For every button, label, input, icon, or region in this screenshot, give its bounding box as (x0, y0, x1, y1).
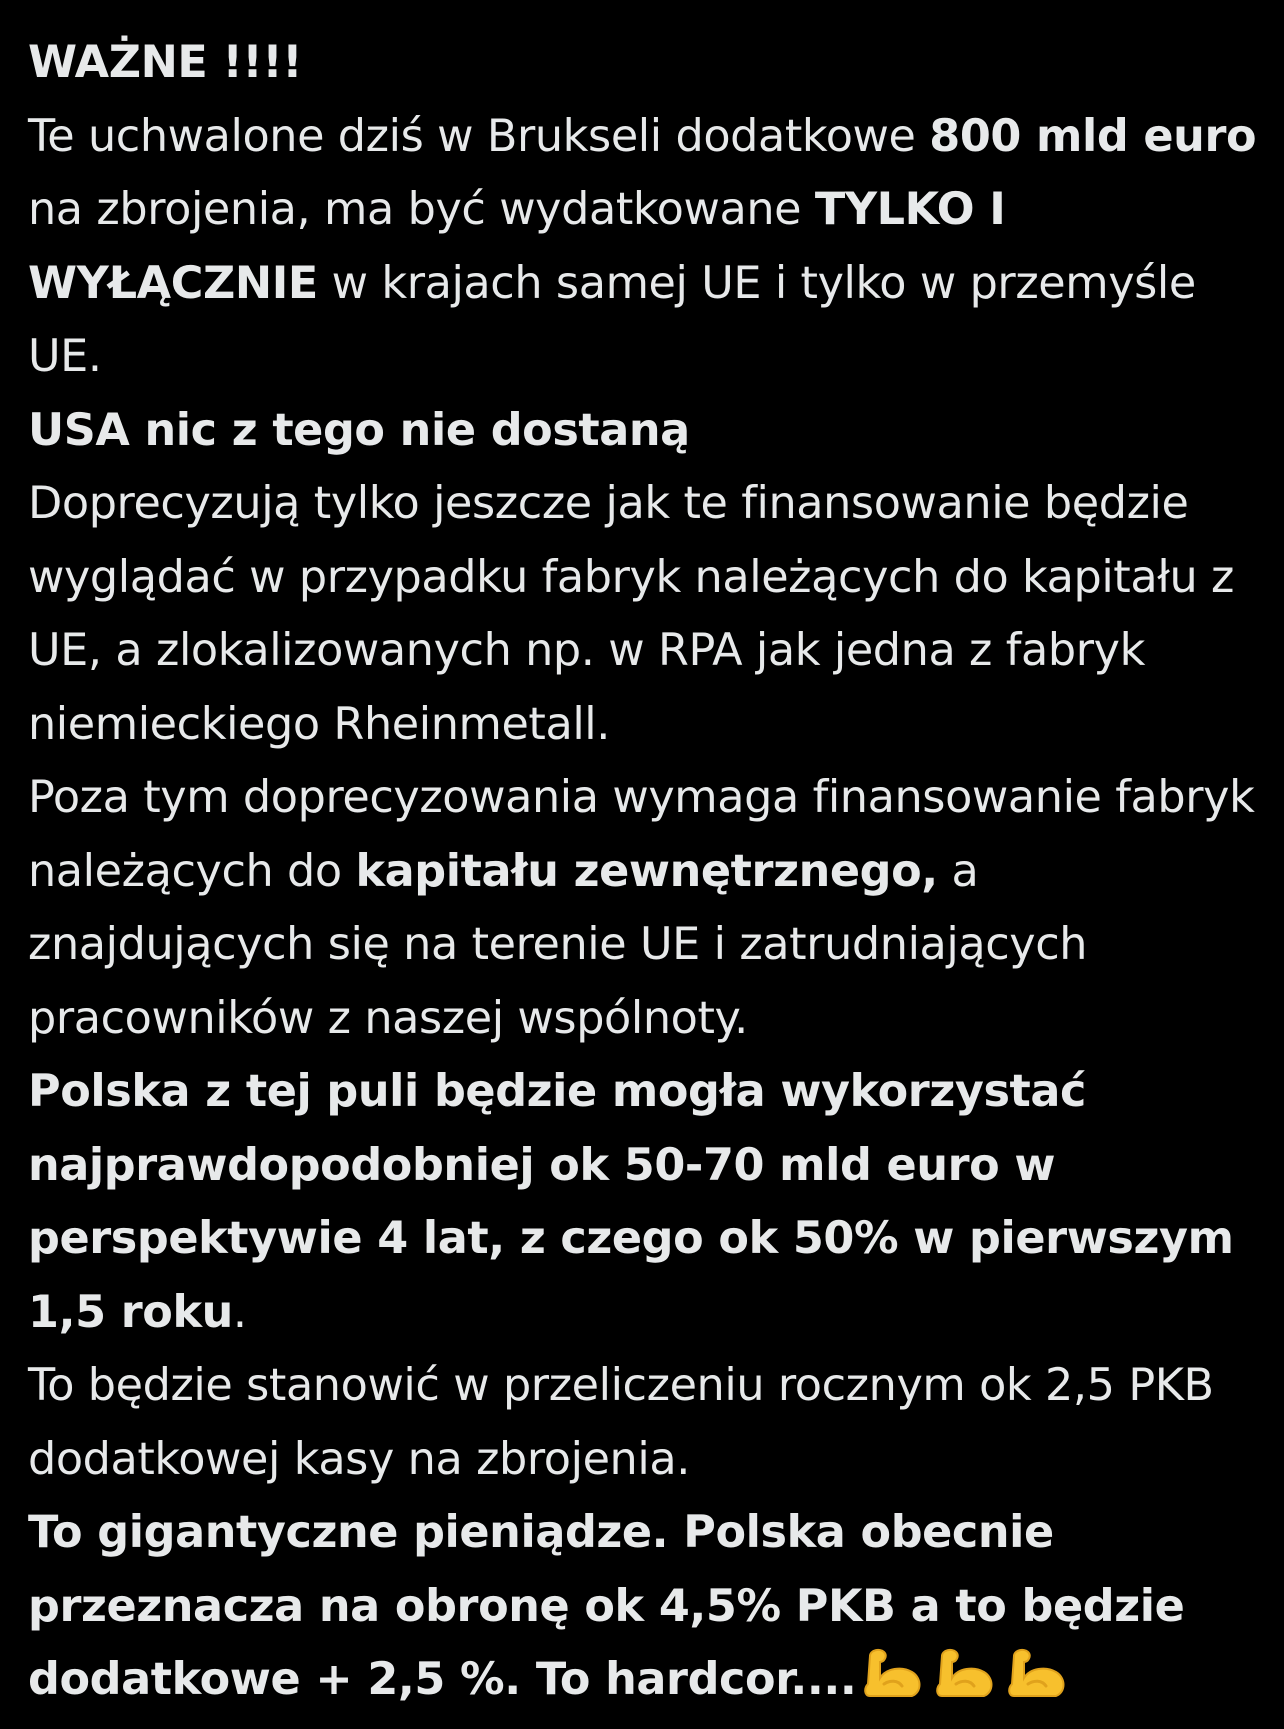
flexed-biceps-icon (934, 1648, 998, 1700)
paragraph-gdp: To będzie stanowić w przeliczeniu rocznym ok 2,5 PKB dodatkowej kasy na zbrojenia. (28, 1360, 1214, 1485)
paragraph-conclusion (28, 1496, 1268, 1723)
paragraph-external-text-2: a znajdujących się na terenie UE i zatrudniających pracowników z naszej wspólnoty. (28, 845, 1088, 1044)
flexed-biceps-icon (1006, 1648, 1070, 1700)
paragraph-funds (28, 100, 1268, 394)
paragraph-poland-share (28, 1055, 1268, 1349)
paragraph-poland-share-bold: Polska z tej puli będzie mogła wykorzystać najprawdopodobniej ok 50-70 mld euro w perspektywie 4 lat, z czego ok 50% w pierwszym 1,5 roku (28, 1066, 1234, 1338)
paragraph-external-text-1: Poza tym doprecyzowania wymaga finansowanie fabryk należących do (28, 772, 1255, 897)
paragraph-external-capital (28, 761, 1268, 1055)
paragraph-clarify: Doprecyzują tylko jeszcze jak te finansowanie będzie wyglądać w przypadku fabryk należących do kapitału z UE, a zlokalizowanych np. w RPA jak jedna z fabryk niemieckiego Rheinmetall. (28, 478, 1234, 750)
paragraph-usa: USA nic z tego nie dostaną (28, 404, 690, 456)
flexed-biceps-icon (862, 1648, 926, 1700)
paragraph-poland-share-period: . (232, 1286, 247, 1338)
paragraph-funds-amount: 800 mld euro (929, 110, 1257, 162)
emoji-row (862, 1648, 1078, 1723)
paragraph-conclusion-text: To gigantyczne pieniądze. Polska obecnie przeznacza na obronę ok 4,5% PKB a to będzie dodatkowe + 2,5 %. To hardcor.... (28, 1507, 1185, 1705)
post-heading: WAŻNE !!!! (28, 37, 303, 88)
paragraph-funds-text-1: Te uchwalone dziś w Brukseli dodatkowe (28, 110, 930, 162)
paragraph-external-emphasis: kapitału zewnętrznego, (355, 845, 938, 897)
post-text (28, 26, 1268, 1723)
paragraph-funds-emphasis: TYLKO I WYŁĄCZNIE (28, 184, 1006, 309)
paragraph-funds-text-2: na zbrojenia, ma być wydatkowane (28, 184, 815, 235)
paragraph-funds-text-3: w krajach samej UE i tylko w przemyśle UE. (28, 257, 1196, 382)
